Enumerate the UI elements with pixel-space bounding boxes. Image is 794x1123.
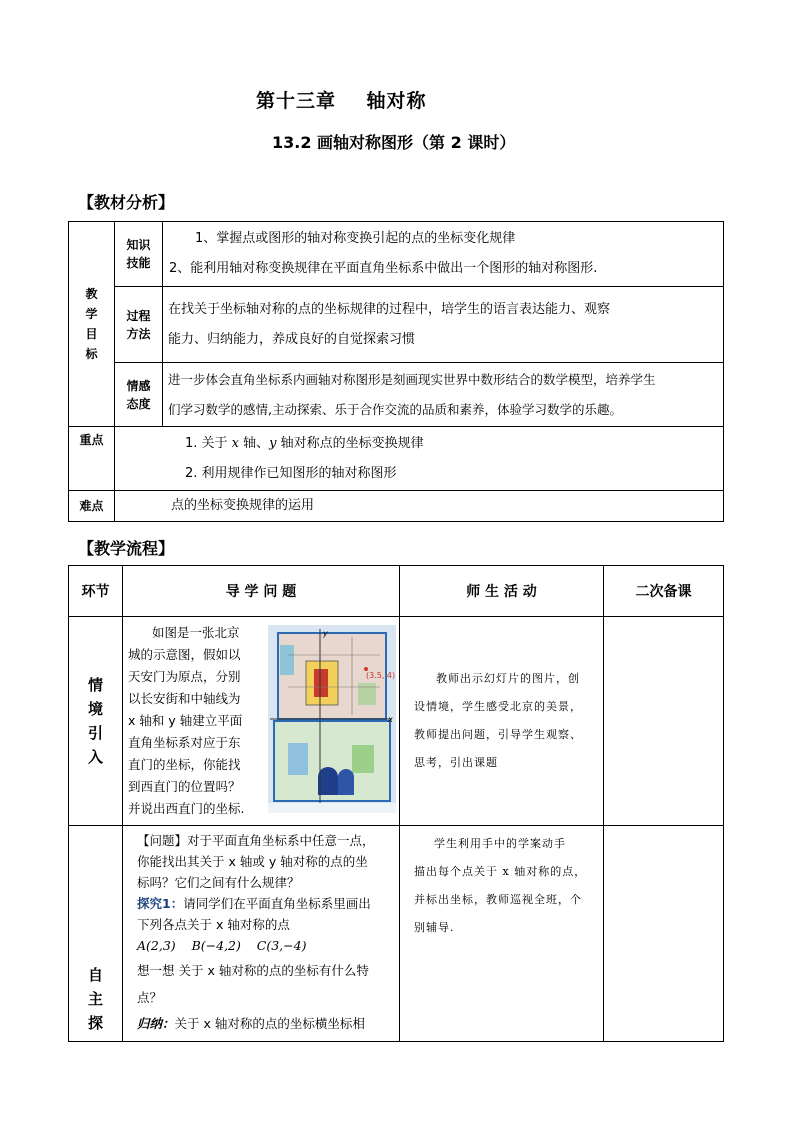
stage-intro-question: 如图是一张北京 城的示意图，假如以 天安门为原点，分别 以长安街和中轴线为 x 轴和 y 轴建立平面 直角坐标系对应于东 直门的坐标，你能找 到西直门的位置吗？ 并说出西直门的坐标. y x (3.5, 4) xyxy=(123,617,400,826)
map-x-label: x xyxy=(388,715,393,724)
chapter-title: 第十三章 轴对称 xyxy=(256,90,427,112)
stage-explore-label: 自 主 探 xyxy=(69,826,123,1042)
header-stage: 环节 xyxy=(69,566,123,617)
section-title-analysis: 【教材分析】 xyxy=(78,193,175,212)
process-label: 过程 方法 xyxy=(115,287,163,363)
analysis-table xyxy=(68,221,724,522)
key-points-label: 重点 xyxy=(69,427,115,491)
stage-intro-activity: 教师出示幻灯片的图片，创 设情境，学生感受北京的美景， 教师提出问题，引导学生观察、 思考，引出课题 xyxy=(400,617,604,826)
stage-explore-activity: 学生利用手中的学案动手 描出每个点关于 x 轴对称的点， 并标出坐标，教师巡视全班，个 别辅导. xyxy=(400,826,604,1042)
difficulty-label: 难点 xyxy=(69,491,115,522)
knowledge-label: 知识 技能 xyxy=(115,222,163,287)
difficulty-content: 点的坐标变换规律的运用 xyxy=(115,491,724,522)
lesson-title: 13.2 画轴对称图形（第 2 课时） xyxy=(272,133,516,152)
emotion-content: 进一步体会直角坐标系内画轴对称图形是刻画现实世界中数形结合的数学模型，培养学生 们学习数学的感情,主动探索、乐于合作交流的品质和素养，体验学习数学的乐趣。 xyxy=(163,363,724,427)
process-content: 在找关于坐标轴对称的点的坐标规律的过程中，培学生的语言表达能力、观察 能力、归纳能力，养成良好的自觉探索习惯 xyxy=(163,287,724,363)
emotion-label: 情感 态度 xyxy=(115,363,163,427)
key-points-content: 1. 关于 x 轴、y 轴对称点的坐标变换规律 2. 利用规律作已知图形的轴对称图形 xyxy=(115,427,724,491)
beijing-map-image xyxy=(268,625,396,817)
map-point-label: (3.5, 4) xyxy=(366,671,396,680)
section-title-flow: 【教学流程】 xyxy=(78,539,175,558)
header-revision: 二次备课 xyxy=(604,566,724,617)
stage-explore-question: 【问题】对于平面直角坐标系中任意一点， 你能找出其关于 x 轴或 y 轴对称的点的坐 标吗？它们之间有什么规律？ 探究1：请同学们在平面直角坐标系里画出 下列各点关于 x 轴对称的点 A(2,3) B(−4,2) C(3,−4) 想一想 关于 x 轴对称的点的坐标有什么特 点？ 归纳：关于 x 轴对称的点的坐标横坐标相 xyxy=(123,826,400,1042)
stage-explore-revision xyxy=(604,826,724,1042)
stage-intro-label: 情 境 引 入 xyxy=(69,617,123,826)
flow-table xyxy=(68,565,724,1042)
knowledge-content: 1、掌握点或图形的轴对称变换引起的点的坐标变化规律 2、能利用轴对称变换规律在平面直角坐标系中做出一个图形的轴对称图形. xyxy=(163,222,724,287)
map-y-label: y xyxy=(323,629,328,638)
objectives-label: 教 学 目 标 xyxy=(69,222,115,427)
header-question: 导 学 问 题 xyxy=(123,566,400,617)
stage-intro-revision xyxy=(604,617,724,826)
header-activity: 师 生 活 动 xyxy=(400,566,604,617)
